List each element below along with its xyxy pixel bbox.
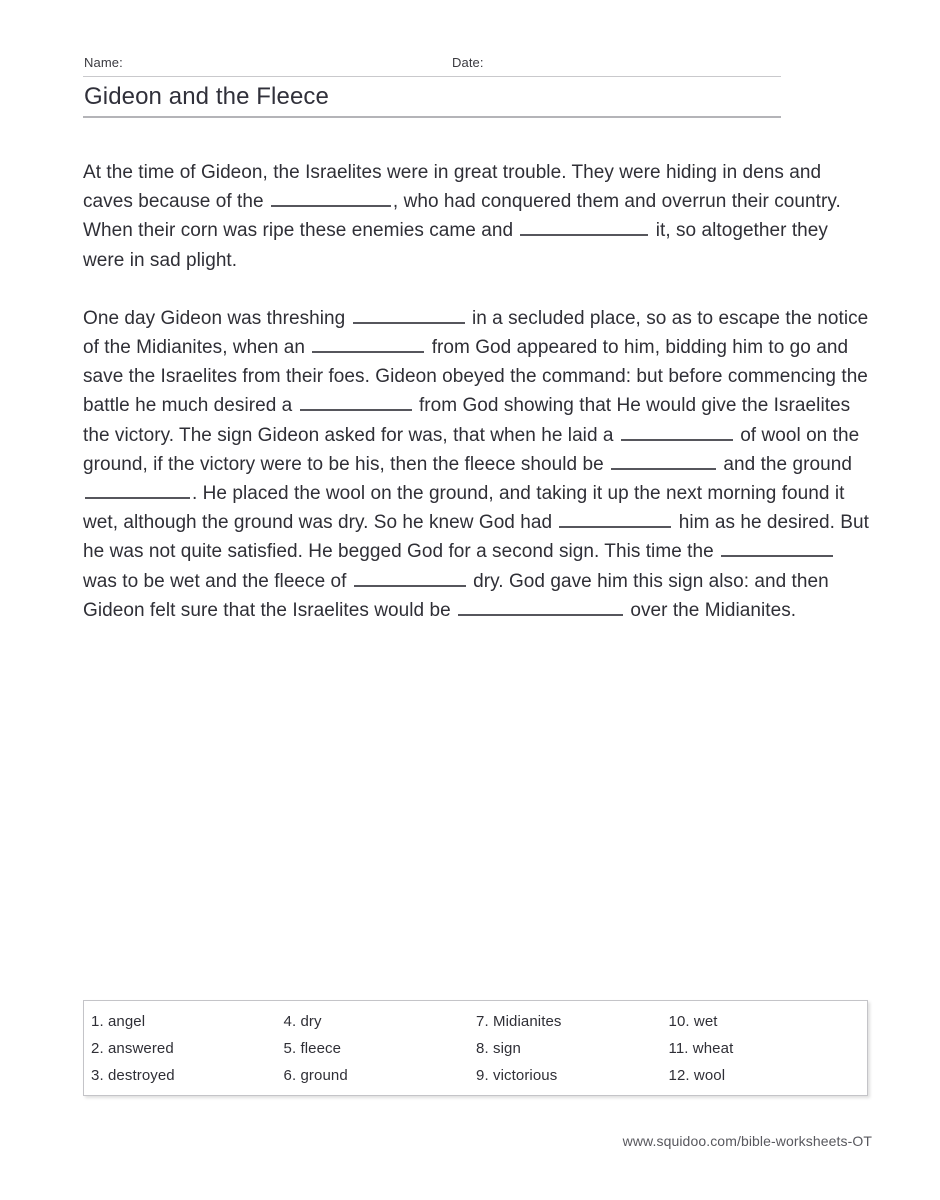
paragraph-2-text-2: in a secluded place, so as to escape the notice of the Midianites, when an [83, 307, 869, 359]
blank-4[interactable] [312, 334, 424, 353]
word-bank-column-2 [284, 1008, 477, 1089]
worksheet-header [83, 52, 781, 118]
word-bank-column-4 [669, 1008, 862, 1089]
paragraph-2-text-4: from God showing that He would give the Israelites the victory. The sign Gideon asked for was, that when he laid a [83, 395, 851, 446]
word-bank-item: 6. ground [283, 1067, 348, 1084]
paragraph-2-text-9: was to be wet and the fleece of [83, 570, 352, 592]
word-bank-box [83, 1000, 868, 1096]
word-bank-grid [91, 1008, 861, 1089]
paragraph-2-text-3: from God appeared to him, bidding him to go and save the Israelites from their foes. Gideon obeyed the command: but before commencing the battle he much desired a [83, 337, 868, 417]
name-date-rule [83, 76, 781, 77]
page-title: Gideon and the Fleece [84, 83, 329, 110]
source-url: www.squidoo.com/bible-worksheets-OT [622, 1133, 872, 1149]
blank-10[interactable] [721, 538, 833, 557]
word-bank-item: 11. wheat [668, 1040, 734, 1057]
word-bank-item: 1. angel [91, 1013, 146, 1030]
name-date-row [83, 52, 781, 76]
paragraph-2-text-1: One day Gideon was threshing [83, 307, 351, 329]
blank-9[interactable] [559, 509, 671, 528]
word-bank-item: 9. victorious [476, 1067, 558, 1084]
paragraph-2-text-6: and the ground [718, 453, 852, 475]
paragraph-2 [83, 304, 873, 625]
blank-12[interactable] [458, 597, 623, 616]
blank-6[interactable] [621, 422, 733, 441]
blank-2[interactable] [520, 217, 648, 236]
paragraph-gap [83, 275, 873, 304]
paragraph-2-text-11: over the Midianites. [625, 599, 797, 621]
word-bank-item: 10. wet [668, 1013, 718, 1030]
paragraph-1 [83, 158, 873, 275]
blank-7[interactable] [611, 451, 716, 470]
word-bank-item: 12. wool [668, 1067, 726, 1084]
word-bank-item: 7. Midianites [476, 1013, 562, 1030]
word-bank-column-1 [91, 1008, 284, 1089]
paragraph-2-text-7: . He placed the wool on the ground, and taking it up the next morning found it wet, although the ground was dry. So he knew God had [83, 483, 845, 534]
date-label: Date: [452, 55, 484, 70]
word-bank-item: 2. answered [91, 1040, 174, 1057]
passage-body [83, 158, 873, 625]
word-bank-item: 3. destroyed [91, 1067, 175, 1084]
blank-8[interactable] [85, 480, 190, 499]
paragraph-2-text-10: dry. God gave him this sign also: and then Gideon felt sure that the Israelites would be [83, 570, 829, 621]
paragraph-2-text-8: him as he desired. But he was not quite satisfied. He begged God for a second sign. This time the [83, 512, 869, 563]
paragraph-1-text-1: At the time of Gideon, the Israelites were in great trouble. They were hiding in dens and caves because of the [83, 162, 822, 213]
paragraph-1-text-3: it, so altogether they were in sad plight. [83, 220, 828, 271]
blank-11[interactable] [354, 568, 466, 587]
blank-3[interactable] [353, 305, 465, 324]
blank-5[interactable] [300, 392, 412, 411]
word-bank-item: 5. fleece [283, 1040, 342, 1057]
paragraph-2-text-5: of wool on the ground, if the victory were to be his, then the fleece should be [83, 424, 860, 475]
word-bank-item: 8. sign [476, 1040, 521, 1057]
title-rule [83, 116, 781, 118]
blank-1[interactable] [271, 188, 391, 207]
word-bank-item: 4. dry [283, 1013, 322, 1030]
name-label: Name: [84, 55, 123, 70]
word-bank-column-3 [476, 1008, 669, 1089]
paragraph-1-text-2: , who had conquered them and overrun their country. When their corn was ripe these enemies came and [83, 191, 841, 242]
